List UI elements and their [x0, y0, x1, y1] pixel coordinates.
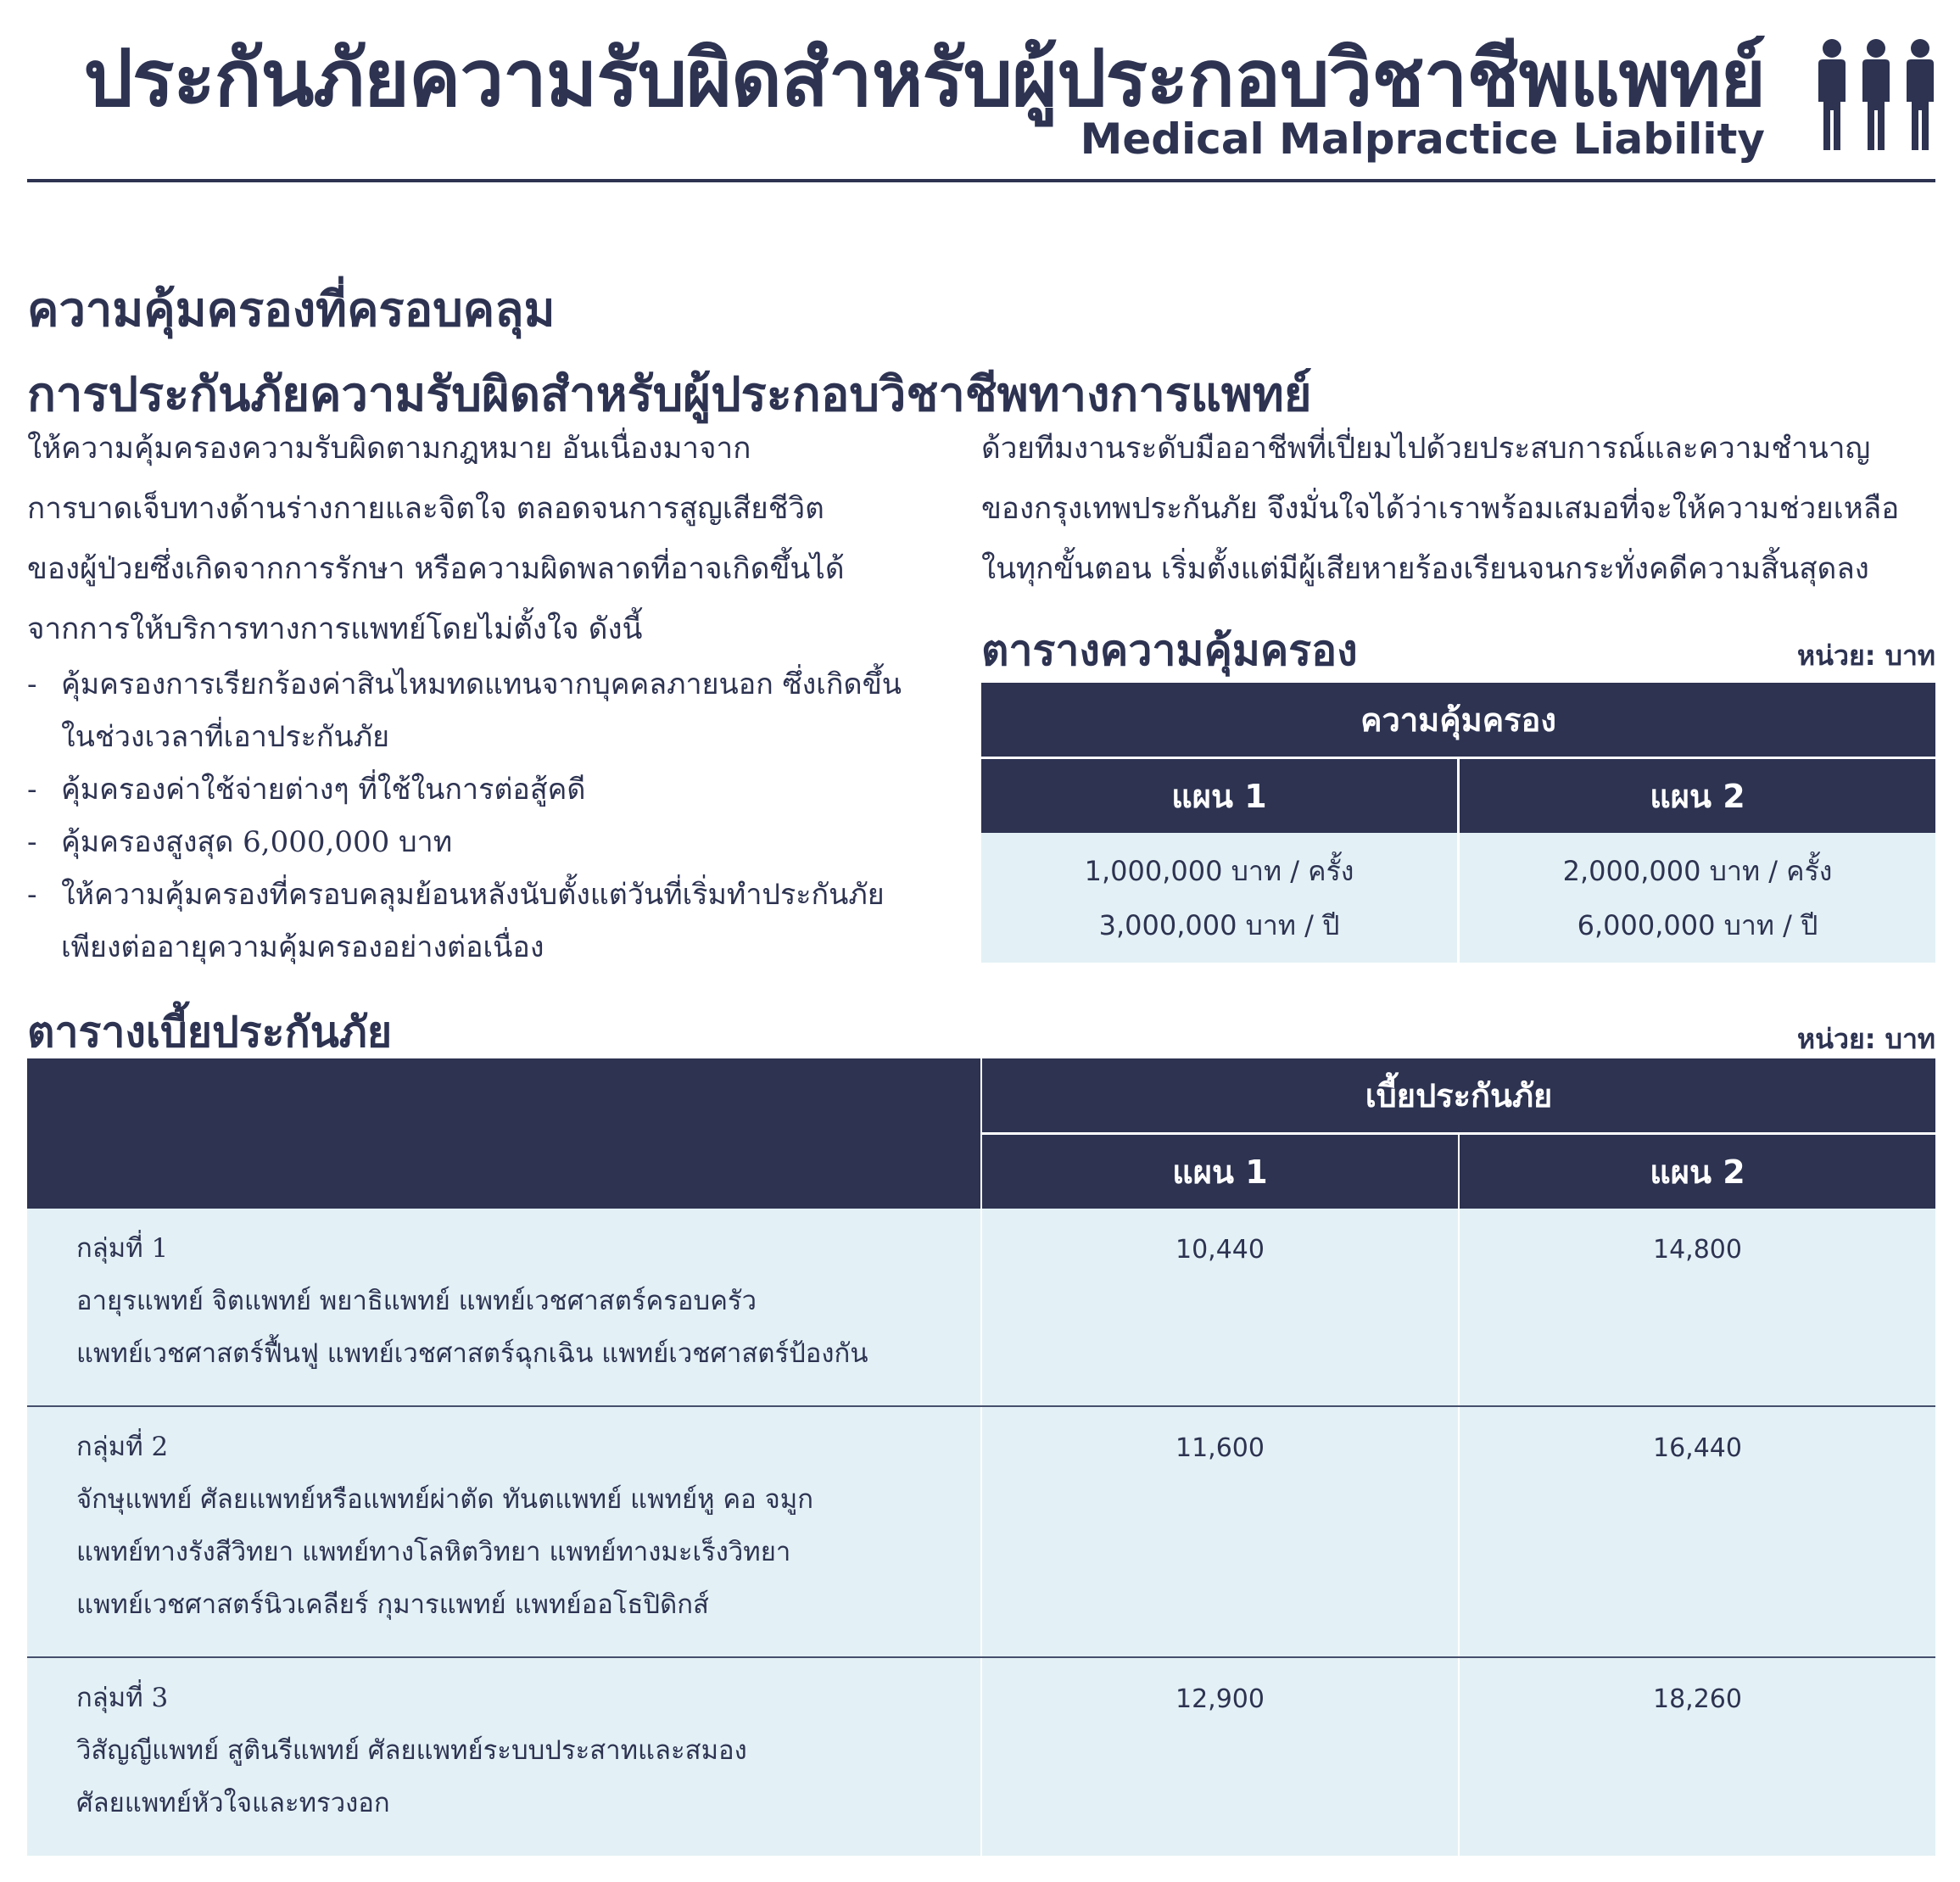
coverage-per-year: 6,000,000 บาท / ปี — [1577, 908, 1818, 941]
text-line: จากการให้บริการทางการแพทย์โดยไม่ตั้งใจ ดังนี้ — [27, 612, 643, 646]
list-item — [27, 763, 952, 816]
coverage-table-title: ตารางความคุ้มครอง — [981, 626, 1358, 675]
page-title: ประกันภัยความรับผิดสำหรับผู้ประกอบวิชาชีพแพทย์ — [83, 33, 1765, 124]
coverage-plan-1-values — [981, 833, 1457, 963]
row-divider — [27, 1656, 1935, 1658]
group-specialties: อายุรแพทย์ จิตแพทย์ พยาธิแพทย์ แพทย์เวชศาสตร์ครอบครัว — [76, 1286, 757, 1316]
premium-table-title: ตารางเบี้ยประกันภัย — [27, 1008, 393, 1057]
bullet-text: ให้ความคุ้มครองที่ครอบคลุมย้อนหลังนับตั้งแต่วันที่เริ่มทำประกันภัย — [61, 878, 885, 912]
bullet-text: เพียงต่ออายุความคุ้มครองอย่างต่อเนื่อง — [61, 930, 544, 964]
people-icon — [1815, 38, 1938, 153]
header-divider — [27, 179, 1935, 182]
bullet-dash: - — [27, 773, 37, 807]
group-label: กลุ่มที่ 2 — [76, 1432, 169, 1462]
bullet-text: คุ้มครองสูงสุด 6,000,000 บาท — [61, 825, 453, 859]
coverage-description-left — [27, 419, 952, 660]
premium-table-unit: หน่วย: บาท — [1797, 1023, 1935, 1055]
bullet-dash: - — [27, 825, 37, 859]
text-line: การบาดเจ็บทางด้านร่างกายและจิตใจ ตลอดจนการสูญเสียชีวิต — [27, 492, 824, 526]
coverage-per-year: 3,000,000 บาท / ปี — [1098, 908, 1340, 941]
liability-subheading: การประกันภัยความรับผิดสำหรับผู้ประกอบวิชาชีพทางการแพทย์ — [27, 367, 1312, 422]
text-line: ของผู้ป่วยซึ่งเกิดจากการรักษา หรือความผิดพลาดที่อาจเกิดขึ้นได้ — [27, 552, 845, 586]
list-item — [27, 658, 952, 763]
bullet-dash: - — [27, 878, 37, 912]
premium-table-header: เบี้ยประกันภัย — [982, 1058, 1935, 1132]
group-specialties: แพทย์เวชศาสตร์นิวเคลียร์ กุมารแพทย์ แพทย์ออโธปิดิกส์ — [76, 1589, 709, 1620]
premium-value: 16,440 — [1653, 1433, 1742, 1463]
group-specialties: ศัลยแพทย์หัวใจและทรวงอก — [76, 1788, 390, 1818]
text-line: ในทุกขั้นตอน เริ่มตั้งแต่มีผู้เสียหายร้องเรียนจนกระทั่งคดีความสิ้นสุดลง — [981, 552, 1869, 586]
coverage-plan-2-header: แผน 2 — [1460, 759, 1935, 833]
group-specialties: จักษุแพทย์ ศัลยแพทย์หรือแพทย์ผ่าตัด ทันตแพทย์ แพทย์หู คอ จมูก — [76, 1484, 813, 1515]
coverage-plan-2-values — [1460, 833, 1935, 963]
group-specialties: แพทย์เวชศาสตร์ฟื้นฟู แพทย์เวชศาสตร์ฉุกเฉิน แพทย์เวชศาสตร์ป้องกัน — [76, 1338, 868, 1369]
group-specialties: แพทย์ทางรังสีวิทยา แพทย์ทางโลหิตวิทยา แพทย์ทางมะเร็งวิทยา — [76, 1537, 791, 1567]
page-subtitle: Medical Malpractice Liability — [1080, 114, 1765, 164]
text-line: ของกรุงเทพประกันภัย จึงมั่นใจได้ว่าเราพร้อมเสมอที่จะให้ความช่วยเหลือ — [981, 492, 1900, 526]
premium-value: 10,440 — [1175, 1235, 1265, 1265]
premium-plan-2-header: แผน 2 — [1460, 1135, 1935, 1209]
row-divider — [27, 1405, 1935, 1407]
premium-value: 18,260 — [1653, 1684, 1742, 1714]
bullet-dash: - — [27, 667, 37, 701]
list-item — [27, 816, 952, 868]
table-row — [76, 1222, 967, 1380]
premium-plan-1-header: แผน 1 — [982, 1135, 1458, 1209]
bullet-text: คุ้มครองค่าใช้จ่ายต่างๆ ที่ใช้ในการต่อสู้คดี — [61, 773, 586, 807]
table-row — [76, 1421, 967, 1631]
coverage-plan-1-header: แผน 1 — [981, 759, 1457, 833]
premium-table-corner — [27, 1058, 980, 1209]
divider — [980, 1209, 982, 1856]
list-item — [27, 868, 952, 974]
text-line: ด้วยทีมงานระดับมืออาชีพที่เปี่ยมไปด้วยประสบการณ์และความชำนาญ — [981, 432, 1871, 466]
coverage-per-claim: 2,000,000 บาท / ครั้ง — [1562, 854, 1833, 887]
bullet-text: คุ้มครองการเรียกร้องค่าสินไหมทดแทนจากบุคคลภายนอก ซึ่งเกิดขึ้น — [61, 667, 902, 701]
text-line: ให้ความคุ้มครองความรับผิดตามกฎหมาย อันเนื่องมาจาก — [27, 432, 751, 466]
group-label: กลุ่มที่ 3 — [76, 1683, 169, 1713]
coverage-bullet-list — [27, 658, 952, 974]
coverage-table-header: ความคุ้มครอง — [981, 683, 1935, 757]
premium-value: 11,600 — [1175, 1433, 1265, 1463]
table-row — [76, 1672, 967, 1829]
coverage-table-unit: หน่วย: บาท — [1797, 639, 1935, 672]
bullet-text: ในช่วงเวลาที่เอาประกันภัย — [61, 720, 390, 754]
premium-value: 12,900 — [1175, 1684, 1265, 1714]
coverage-heading: ความคุ้มครองที่ครอบคลุม — [27, 282, 556, 338]
coverage-description-right — [981, 419, 1935, 600]
group-label: กลุ่มที่ 1 — [76, 1233, 169, 1264]
group-specialties: วิสัญญีแพทย์ สูตินรีแพทย์ ศัลยแพทย์ระบบประสาทและสมอง — [76, 1735, 747, 1766]
coverage-per-claim: 1,000,000 บาท / ครั้ง — [1084, 854, 1354, 887]
premium-value: 14,800 — [1653, 1235, 1742, 1265]
